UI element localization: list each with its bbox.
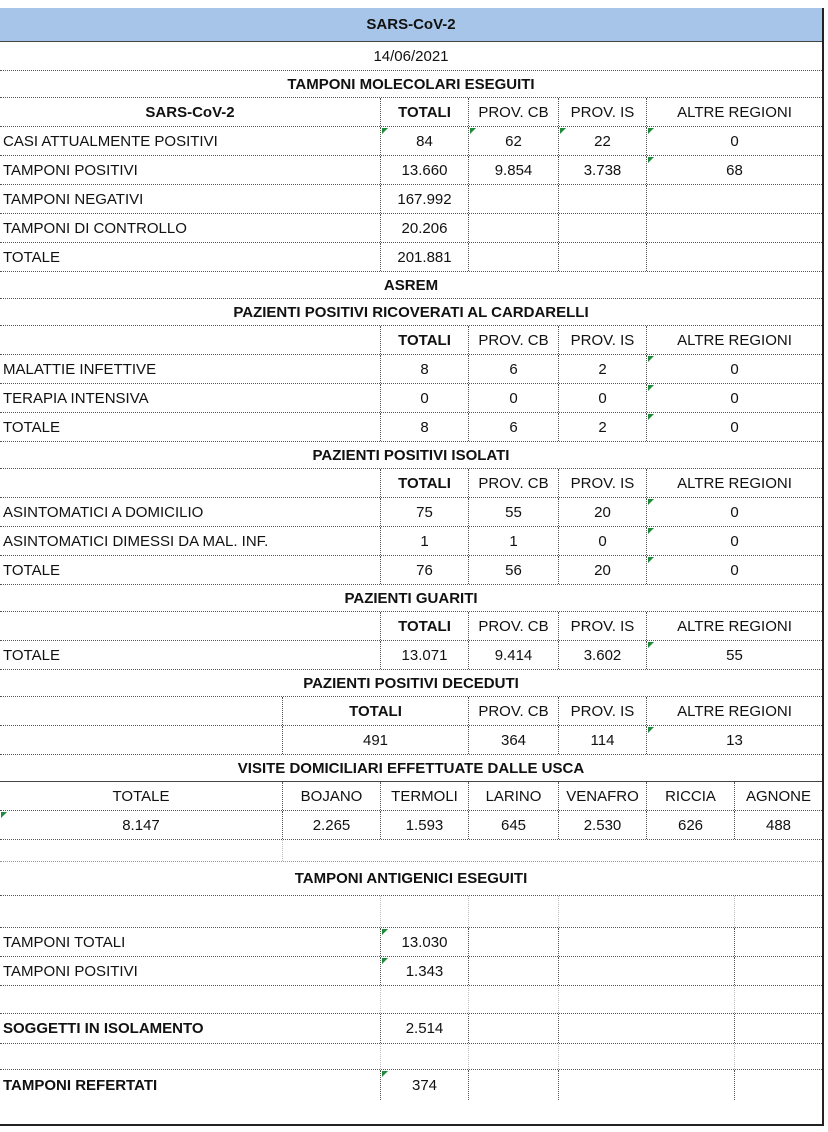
table-row: [0, 214, 822, 243]
value-cell: 0: [646, 384, 822, 412]
header-altre-regioni: ALTRE REGIONI: [646, 697, 822, 725]
usca-header-row: [0, 782, 822, 811]
row-label: MALATTIE INFETTIVE: [3, 360, 157, 378]
value-cell: 8.147: [0, 811, 282, 839]
value-cell: 20: [558, 498, 646, 526]
asrem-row: [0, 272, 822, 299]
empty-cell: [282, 840, 380, 861]
value-cell: 0: [646, 527, 822, 555]
value-cell: 8: [380, 355, 468, 383]
value-cell: 6: [468, 355, 558, 383]
empty-cell: [558, 957, 646, 985]
header-totali: TOTALI: [380, 612, 468, 640]
sheet-bottom-border: [0, 1124, 824, 1126]
antigenici-title-row: [0, 862, 822, 896]
header-prov-cb: PROV. CB: [468, 612, 558, 640]
empty-cell: [734, 957, 822, 985]
molecolari-title-row: [0, 71, 822, 98]
header-venafro: VENAFRO: [558, 782, 646, 810]
header-termoli: TERMOLI: [380, 782, 468, 810]
table-row: [0, 957, 822, 986]
header-prov-is: PROV. IS: [558, 326, 646, 354]
empty-cell: [468, 957, 558, 985]
table-row: [0, 1014, 822, 1044]
row-label: TAMPONI TOTALI: [3, 933, 126, 951]
ricoverati-title-row: [0, 299, 822, 326]
empty-cell: [558, 185, 646, 213]
spacer-row: [0, 840, 822, 862]
section-title-molecolari: TAMPONI MOLECOLARI ESEGUITI: [287, 75, 535, 93]
header-totali: TOTALI: [380, 469, 468, 497]
table-row: [0, 413, 822, 442]
molecolari-header-row: [0, 98, 822, 127]
spacer-row: [0, 1044, 822, 1070]
value-cell: 55: [468, 498, 558, 526]
value-cell: 9.854: [468, 156, 558, 184]
header-prov-cb: PROV. CB: [468, 326, 558, 354]
value-cell: 488: [734, 811, 822, 839]
value-cell: 1: [468, 527, 558, 555]
value-cell: 491: [282, 726, 468, 754]
header-prov-cb: PROV. CB: [468, 98, 558, 126]
table-row: [0, 156, 822, 185]
spacer-row: [0, 986, 822, 1014]
value-cell: 20.206: [380, 214, 468, 242]
value-cell: 75: [380, 498, 468, 526]
table-row: [0, 185, 822, 214]
empty-cell: [468, 896, 558, 927]
header-prov-is: PROV. IS: [558, 469, 646, 497]
row-label: CASI ATTUALMENTE POSITIVI: [3, 132, 218, 150]
value-cell: 2.265: [282, 811, 380, 839]
header-prov-is: PROV. IS: [558, 98, 646, 126]
empty-cell: [468, 986, 558, 1013]
value-cell: 2.514: [380, 1014, 468, 1043]
section-title-asrem: ASREM: [383, 276, 439, 294]
empty-cell: [646, 185, 822, 213]
sheet-title: SARS-CoV-2: [366, 16, 456, 33]
header-altre-regioni: ALTRE REGIONI: [646, 469, 822, 497]
value-cell: 0: [646, 413, 822, 441]
table-row: [0, 1070, 822, 1100]
value-cell: 3.738: [558, 156, 646, 184]
header-prov-cb: PROV. CB: [468, 697, 558, 725]
empty-cell: [558, 928, 646, 956]
value-cell: 3.602: [558, 641, 646, 669]
sheet-right-border: [822, 8, 824, 1125]
empty-cell: [0, 326, 380, 354]
row-label: ASINTOMATICI DIMESSI DA MAL. INF.: [3, 532, 269, 550]
section-title-deceduti: PAZIENTI POSITIVI DECEDUTI: [303, 674, 519, 692]
table-row: [0, 498, 822, 527]
isolati-title-row: [0, 442, 822, 469]
empty-cell: [646, 243, 822, 271]
value-cell: 0: [558, 527, 646, 555]
section-title-guariti: PAZIENTI GUARITI: [344, 589, 478, 607]
header-riccia: RICCIA: [646, 782, 734, 810]
header-totali: TOTALI: [380, 326, 468, 354]
empty-cell: [558, 986, 646, 1013]
row-label: TAMPONI REFERTATI: [3, 1076, 158, 1094]
title-row: [0, 8, 822, 42]
value-cell: 0: [380, 384, 468, 412]
empty-cell: [380, 1044, 468, 1069]
empty-cell: [734, 1044, 822, 1069]
usca-title-row: [0, 755, 822, 782]
row-label: TOTALE: [3, 418, 60, 436]
value-cell: 13: [646, 726, 822, 754]
value-cell: 8: [380, 413, 468, 441]
table-row: [0, 928, 822, 957]
guariti-title-row: [0, 585, 822, 612]
empty-cell: [380, 986, 468, 1013]
value-cell: 0: [646, 498, 822, 526]
spacer-row: [0, 896, 822, 928]
header-totale: TOTALE: [112, 787, 170, 805]
empty-cell: [734, 1014, 822, 1043]
empty-cell: [558, 896, 646, 927]
empty-cell: [468, 243, 558, 271]
value-cell: 374: [380, 1070, 468, 1100]
value-cell: 68: [646, 156, 822, 184]
header-prov-cb: PROV. CB: [468, 469, 558, 497]
value-cell: 0: [468, 384, 558, 412]
header-bojano: BOJANO: [282, 782, 380, 810]
empty-cell: [468, 1014, 558, 1043]
value-cell: 626: [646, 811, 734, 839]
value-cell: 20: [558, 556, 646, 584]
value-cell: 9.414: [468, 641, 558, 669]
row-label: SOGGETTI IN ISOLAMENTO: [3, 1020, 204, 1037]
header-prov-is: PROV. IS: [558, 612, 646, 640]
row-label: TERAPIA INTENSIVA: [3, 389, 149, 407]
header-altre-regioni: ALTRE REGIONI: [646, 612, 822, 640]
header-agnone: AGNONE: [734, 782, 822, 810]
row-label: TAMPONI DI CONTROLLO: [3, 219, 187, 237]
header-altre-regioni: ALTRE REGIONI: [646, 326, 822, 354]
table-row: [0, 127, 822, 156]
value-cell: 2: [558, 355, 646, 383]
value-cell: 1.343: [380, 957, 468, 985]
header-totali: TOTALI: [282, 697, 468, 725]
row-label: TAMPONI POSITIVI: [3, 962, 138, 980]
value-cell: 84: [380, 127, 468, 155]
value-cell: 1.593: [380, 811, 468, 839]
row-label: TOTALE: [3, 646, 60, 664]
value-cell: 0: [646, 355, 822, 383]
column-label: SARS-CoV-2: [145, 103, 235, 121]
empty-cell: [734, 1070, 822, 1100]
header-prov-is: PROV. IS: [558, 697, 646, 725]
empty-cell: [468, 214, 558, 242]
value-cell: 55: [646, 641, 822, 669]
empty-cell: [0, 612, 380, 640]
value-cell: 114: [558, 726, 646, 754]
empty-cell: [734, 928, 822, 956]
value-cell: 645: [468, 811, 558, 839]
report-date: 14/06/2021: [373, 47, 449, 65]
row-label: TOTALE: [3, 561, 60, 579]
empty-cell: [734, 896, 822, 927]
empty-cell: [0, 726, 282, 754]
value-cell: 13.030: [380, 928, 468, 956]
empty-cell: [468, 185, 558, 213]
table-row: [0, 726, 822, 755]
row-label: TOTALE: [3, 248, 60, 266]
value-cell: 2.530: [558, 811, 646, 839]
value-cell: 22: [558, 127, 646, 155]
table-row: [0, 243, 822, 272]
empty-cell: [558, 1044, 646, 1069]
header-larino: LARINO: [468, 782, 558, 810]
empty-cell: [558, 243, 646, 271]
table-row: [0, 355, 822, 384]
table-row: [0, 811, 822, 840]
ricoverati-header-row: [0, 326, 822, 355]
empty-cell: [734, 986, 822, 1013]
value-cell: 364: [468, 726, 558, 754]
empty-cell: [468, 1070, 558, 1100]
value-cell: 0: [646, 556, 822, 584]
isolati-header-row: [0, 469, 822, 498]
value-cell: 0: [646, 127, 822, 155]
section-title-usca: VISITE DOMICILIARI EFFETTUATE DALLE USCA: [237, 759, 585, 777]
spreadsheet: [0, 8, 822, 1100]
section-title-ricoverati: PAZIENTI POSITIVI RICOVERATI AL CARDARELLI: [233, 303, 589, 321]
value-cell: 1: [380, 527, 468, 555]
value-cell: 76: [380, 556, 468, 584]
empty-cell: [558, 214, 646, 242]
empty-cell: [558, 1070, 646, 1100]
empty-cell: [380, 896, 468, 927]
value-cell: 167.992: [380, 185, 468, 213]
row-label: TAMPONI NEGATIVI: [3, 190, 144, 208]
deceduti-title-row: [0, 670, 822, 697]
empty-cell: [0, 697, 282, 725]
table-row: [0, 641, 822, 670]
table-row: [0, 556, 822, 585]
header-totali: TOTALI: [380, 98, 468, 126]
empty-cell: [468, 928, 558, 956]
value-cell: 62: [468, 127, 558, 155]
table-row: [0, 527, 822, 556]
value-cell: 13.660: [380, 156, 468, 184]
value-cell: 0: [558, 384, 646, 412]
date-row: [0, 42, 822, 71]
empty-cell: [0, 469, 380, 497]
row-label: TAMPONI POSITIVI: [3, 161, 138, 179]
empty-cell: [468, 1044, 558, 1069]
empty-cell: [646, 214, 822, 242]
value-cell: 56: [468, 556, 558, 584]
value-cell: 201.881: [380, 243, 468, 271]
deceduti-header-row: [0, 697, 822, 726]
table-row: [0, 384, 822, 413]
empty-cell: [558, 1014, 646, 1043]
row-label: ASINTOMATICI A DOMICILIO: [3, 503, 204, 521]
value-cell: 2: [558, 413, 646, 441]
header-altre-regioni: ALTRE REGIONI: [646, 98, 822, 126]
section-title-isolati: PAZIENTI POSITIVI ISOLATI: [312, 446, 510, 464]
value-cell: 6: [468, 413, 558, 441]
value-cell: 13.071: [380, 641, 468, 669]
section-title-antigenici: TAMPONI ANTIGENICI ESEGUITI: [294, 870, 528, 887]
guariti-header-row: [0, 612, 822, 641]
